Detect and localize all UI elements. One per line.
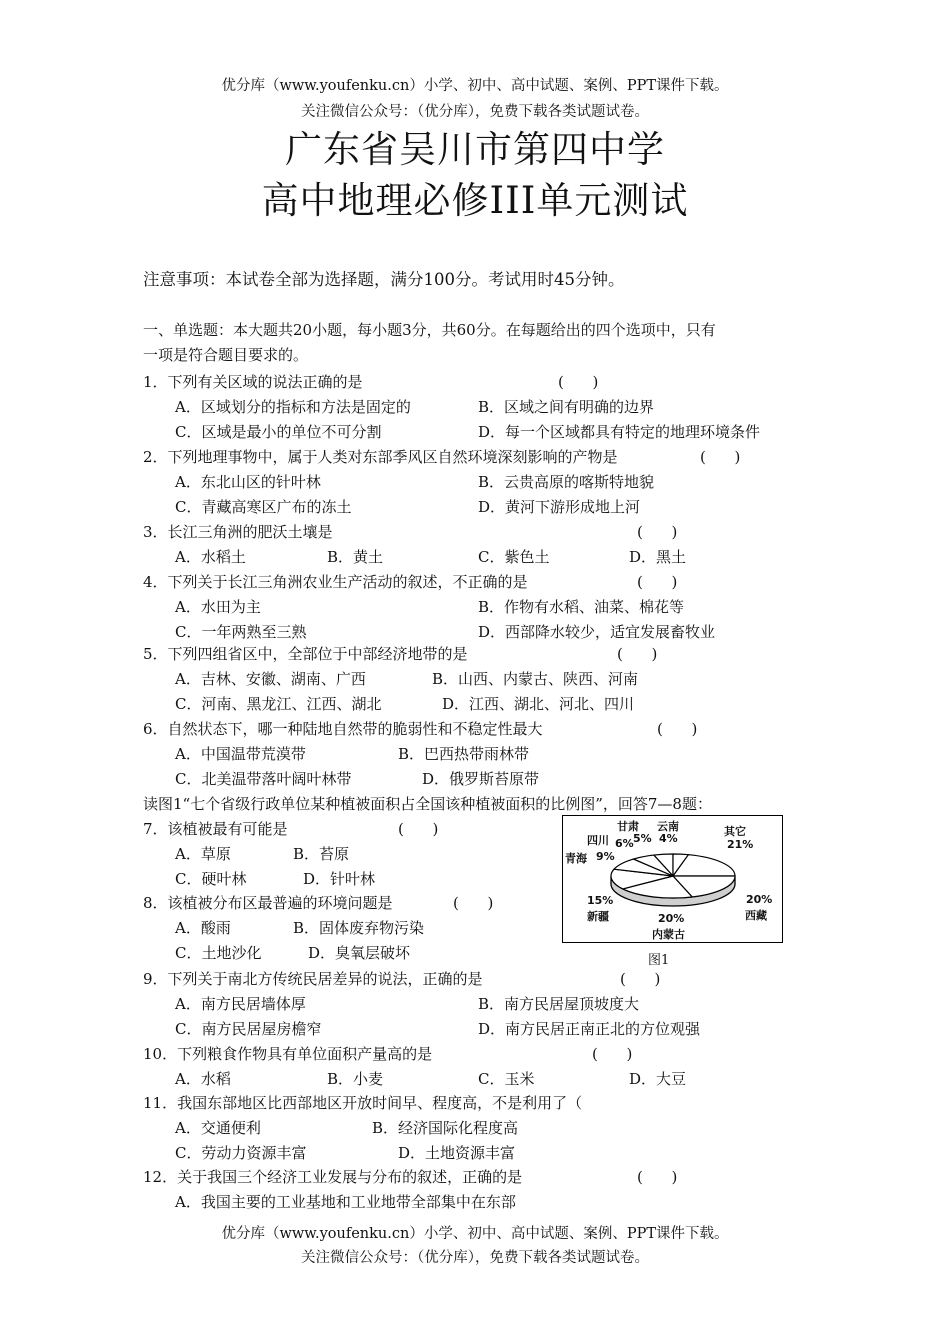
slice-pct-yunnan: 4% xyxy=(659,832,678,845)
question-1-stem: 1．下列有关区域的说法正确的是 xyxy=(143,373,363,391)
slice-pct-xizang: 20% xyxy=(746,893,773,906)
slice-pct-xinjiang: 15% xyxy=(587,894,614,907)
section-heading-cont: 一项是符合题目要求的。 xyxy=(143,346,309,364)
answer-blank-2[interactable]: ( ) xyxy=(700,448,741,466)
notice: 注意事项：本试卷全部为选择题，满分100分。考试用时45分钟。 xyxy=(143,270,625,289)
option-8b[interactable]: B．固体废弃物污染 xyxy=(293,919,425,937)
answer-blank-8[interactable]: ( ) xyxy=(453,894,494,912)
option-1d[interactable]: D．每一个区域都具有特定的地理环境条件 xyxy=(478,423,761,441)
slice-pct-other: 21% xyxy=(727,838,754,851)
option-6b[interactable]: B．巴西热带雨林带 xyxy=(398,745,530,763)
question-10-stem: 10．下列粮食作物具有单位面积产量高的是 xyxy=(143,1045,433,1063)
question-8-stem: 8．该植被分布区最普遍的环境问题是 xyxy=(143,894,393,912)
slice-label-xinjiang: 新疆 xyxy=(587,910,609,923)
footer-line-1: 优分库（www.youfenku.cn）小学、初中、高中试题、案例、PPT课件下载。 xyxy=(221,1226,729,1242)
option-3b[interactable]: B．黄土 xyxy=(327,548,384,566)
slice-label-other: 其它 xyxy=(724,825,746,838)
slice-label-gansu: 甘肃 xyxy=(617,820,639,833)
answer-blank-5[interactable]: ( ) xyxy=(617,645,658,663)
footer-line-2: 关注微信公众号：（优分库），免费下载各类试题试卷。 xyxy=(301,1250,649,1266)
slice-label-yunnan: 云南 xyxy=(657,820,679,833)
option-9b[interactable]: B．南方民居屋顶坡度大 xyxy=(478,995,640,1013)
question-5-stem: 5．下列四组省区中，全部位于中部经济地带的是 xyxy=(143,645,468,663)
slice-label-sichuan: 四川 xyxy=(587,834,609,847)
header-line-1: 优分库（www.youfenku.cn）小学、初中、高中试题、案例、PPT课件下载。 xyxy=(221,78,729,94)
option-8c[interactable]: C．土地沙化 xyxy=(175,944,262,962)
slice-label-neimenggu: 内蒙古 xyxy=(652,928,685,941)
figure-1-pie-chart xyxy=(562,815,783,943)
question-9-stem: 9．下列关于南北方传统民居差异的说法，正确的是 xyxy=(143,970,483,988)
answer-blank-7[interactable]: ( ) xyxy=(398,820,439,838)
slice-pct-sichuan: 6% xyxy=(615,837,634,850)
option-3c[interactable]: C．紫色土 xyxy=(478,548,550,566)
option-9d[interactable]: D．南方民居正南正北的方位观强 xyxy=(478,1020,701,1038)
question-3-stem: 3．长江三角洲的肥沃土壤是 xyxy=(143,523,333,541)
option-10c[interactable]: C．玉米 xyxy=(478,1070,535,1088)
option-4a[interactable]: A．水田为主 xyxy=(175,598,261,616)
option-2c[interactable]: C．青藏高寒区广布的冻土 xyxy=(175,498,352,516)
slice-pct-neimenggu: 20% xyxy=(658,912,685,925)
option-2b[interactable]: B．云贵高原的喀斯特地貌 xyxy=(478,473,655,491)
section-heading: 一、单选题：本大题共20小题，每小题3分，共60分。在每题给出的四个选项中，只有 xyxy=(143,321,716,339)
question-2-stem: 2．下列地理事物中，属于人类对东部季风区自然环境深刻影响的产物是 xyxy=(143,448,618,466)
header-line-2: 关注微信公众号：（优分库），免费下载各类试题试卷。 xyxy=(301,104,649,120)
option-3a[interactable]: A．水稻土 xyxy=(175,548,246,566)
option-10a[interactable]: A．水稻 xyxy=(175,1070,231,1088)
option-11a[interactable]: A．交通便利 xyxy=(175,1119,261,1137)
question-4-stem: 4．下列关于长江三角洲农业生产活动的叙述，不正确的是 xyxy=(143,573,528,591)
option-12a[interactable]: A．我国主要的工业基地和工业地带全部集中在东部 xyxy=(175,1193,516,1211)
option-11d[interactable]: D．土地资源丰富 xyxy=(398,1144,516,1162)
option-1a[interactable]: A．区域划分的指标和方法是固定的 xyxy=(175,398,411,416)
question-12-stem: 12．关于我国三个经济工业发展与分布的叙述，正确的是 xyxy=(143,1168,523,1186)
option-5d[interactable]: D．江西、湖北、河北、四川 xyxy=(442,695,635,713)
option-7c[interactable]: C．硬叶林 xyxy=(175,870,247,888)
slice-label-qinghai: 青海 xyxy=(565,852,587,865)
option-6d[interactable]: D．俄罗斯苔原带 xyxy=(422,770,540,788)
answer-blank-10[interactable]: ( ) xyxy=(592,1045,633,1063)
option-2a[interactable]: A．东北山区的针叶林 xyxy=(175,473,321,491)
option-5b[interactable]: B．山西、内蒙古、陕西、河南 xyxy=(432,670,639,688)
option-8d[interactable]: D．臭氧层破坏 xyxy=(308,944,411,962)
answer-blank-12[interactable]: ( ) xyxy=(637,1168,678,1186)
option-1c[interactable]: C．区域是最小的单位不可分割 xyxy=(175,423,382,441)
option-9c[interactable]: C．南方民居屋房檐窄 xyxy=(175,1020,322,1038)
answer-blank-9[interactable]: ( ) xyxy=(620,970,661,988)
answer-blank-3[interactable]: ( ) xyxy=(637,523,678,541)
reading-prompt: 读图1“七个省级行政单位某种植被面积占全国该种植被面积的比例图”，回答7—8题： xyxy=(143,795,712,813)
question-7-stem: 7．该植被最有可能是 xyxy=(143,820,288,838)
slice-label-xizang: 西藏 xyxy=(745,909,767,922)
option-8a[interactable]: A．酸雨 xyxy=(175,919,231,937)
option-4c[interactable]: C．一年两熟至三熟 xyxy=(175,623,307,641)
figure-1-caption: 图1 xyxy=(648,953,670,968)
option-11b[interactable]: B．经济国际化程度高 xyxy=(372,1119,519,1137)
option-3d[interactable]: D．黑土 xyxy=(629,548,687,566)
option-5a[interactable]: A．吉林、安徽、湖南、广西 xyxy=(175,670,366,688)
option-2d[interactable]: D．黄河下游形成地上河 xyxy=(478,498,641,516)
option-9a[interactable]: A．南方民居墙体厚 xyxy=(175,995,306,1013)
option-6c[interactable]: C．北美温带落叶阔叶林带 xyxy=(175,770,352,788)
answer-blank-6[interactable]: ( ) xyxy=(657,720,698,738)
option-10b[interactable]: B．小麦 xyxy=(327,1070,384,1088)
question-6-stem: 6．自然状态下，哪一种陆地自然带的脆弱性和不稳定性最大 xyxy=(143,720,543,738)
page-subtitle: 高中地理必修III单元测试 xyxy=(261,179,689,222)
answer-blank-1[interactable]: ( ) xyxy=(558,373,599,391)
option-1b[interactable]: B．区域之间有明确的边界 xyxy=(478,398,655,416)
option-7a[interactable]: A．草原 xyxy=(175,845,231,863)
option-5c[interactable]: C．河南、黑龙江、江西、湖北 xyxy=(175,695,382,713)
question-11-stem: 11．我国东部地区比西部地区开放时间早、程度高，不是利用了（ xyxy=(143,1094,583,1112)
option-10d[interactable]: D．大豆 xyxy=(629,1070,687,1088)
option-6a[interactable]: A．中国温带荒漠带 xyxy=(175,745,306,763)
option-4b[interactable]: B．作物有水稻、油菜、棉花等 xyxy=(478,598,685,616)
option-7d[interactable]: D．针叶林 xyxy=(303,870,376,888)
option-7b[interactable]: B．苔原 xyxy=(293,845,350,863)
slice-pct-gansu: 5% xyxy=(633,832,652,845)
option-4d[interactable]: D．西部降水较少，适宜发展畜牧业 xyxy=(478,623,716,641)
slice-pct-qinghai: 9% xyxy=(596,850,615,863)
answer-blank-4[interactable]: ( ) xyxy=(637,573,678,591)
option-11c[interactable]: C．劳动力资源丰富 xyxy=(175,1144,307,1162)
page-title: 广东省吴川市第四中学 xyxy=(285,128,665,171)
